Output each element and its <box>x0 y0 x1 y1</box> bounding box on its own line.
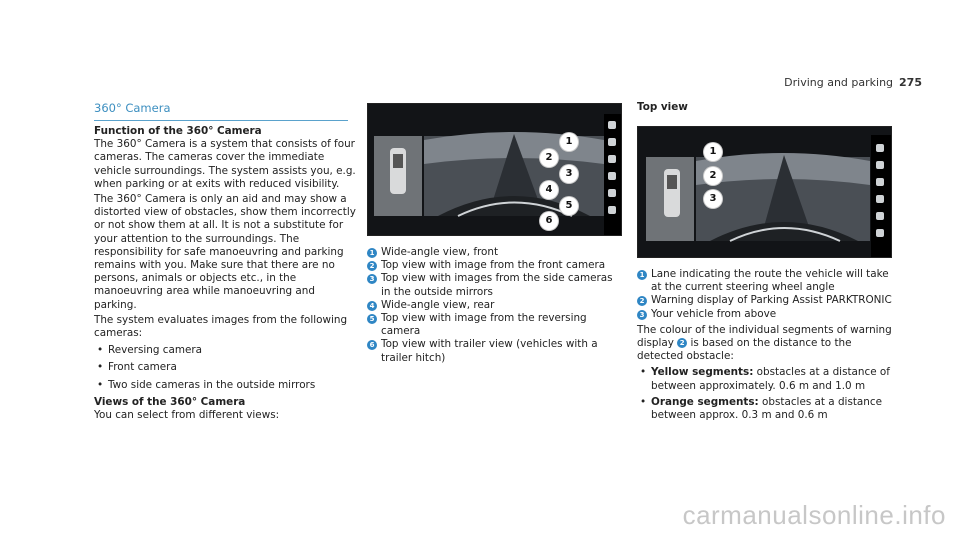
legend-number: 4 <box>367 301 377 311</box>
camera-list <box>94 344 356 392</box>
column-2-legend <box>367 246 622 365</box>
section-title: 360° Camera <box>94 101 171 115</box>
view-icon <box>876 144 884 152</box>
view-icon <box>608 121 616 129</box>
views-heading: Views of the 360° Camera <box>94 395 246 408</box>
legend-text: Wide-angle view, rear <box>381 298 495 311</box>
inline-number: 2 <box>677 338 687 348</box>
legend-item <box>367 259 622 272</box>
legend-text: Warning display of Parking Assist PARKTRONIC <box>651 294 892 307</box>
segment-text: obstacles at a distance of between approximately. 0.6 m and 1.0 m <box>651 366 890 392</box>
callout-badge: 3 <box>704 190 722 208</box>
view-icon <box>876 195 884 203</box>
legend-item <box>637 294 893 307</box>
legend-item <box>367 312 622 338</box>
segment-text: obstacles at a distance between approx. 0.3 m and 0.6 m <box>651 395 882 422</box>
top-view-heading: Top view <box>637 101 688 113</box>
column-3-text <box>637 268 893 422</box>
paragraph-warning: The 360° Camera is only an aid and may show a distorted view of obstacles, show them incorrectly or not show them at all. It is not a substitute for your attention to the surroundings. The responsibility for safe manoeuvring and parking remains with you. Make sure that there are no persons, animals or objects etc., in the manoeuvring area while manoeuvring and parking. <box>94 193 356 311</box>
paragraph-intro: The 360° Camera is a system that consists of four cameras. The cameras cover the immediate vehicle surroundings. The system assists you, e.g. when parking or at exits with reduced visibility. <box>94 138 356 190</box>
running-header <box>784 76 922 89</box>
colour-text-a: The colour of the individual segments of warning display <box>637 323 892 350</box>
legend-number: 5 <box>367 314 377 324</box>
legend-item <box>637 308 893 321</box>
list-item <box>637 366 893 392</box>
legend-item <box>367 299 622 312</box>
section-rule <box>94 120 348 121</box>
callout-badge: 5 <box>560 197 578 215</box>
view-icon <box>608 138 616 146</box>
view-icon <box>876 161 884 169</box>
callout-badge: 3 <box>560 165 578 183</box>
list-item: • Reversing camera <box>94 344 356 357</box>
legend-number: 2 <box>637 296 647 306</box>
legend-text: Wide-angle view, front <box>381 246 499 258</box>
column-1 <box>94 125 356 422</box>
views-text: You can select from different views: <box>94 409 280 422</box>
legend-number: 3 <box>367 274 377 284</box>
segment-label: Yellow segments: <box>651 366 754 379</box>
segment-list <box>637 366 893 422</box>
callout-badge: 4 <box>540 181 558 199</box>
colour-paragraph <box>637 324 893 364</box>
view-icon <box>876 178 884 186</box>
view-icon <box>876 212 884 220</box>
callout-badge: 6 <box>540 212 558 230</box>
legend-number: 3 <box>637 310 647 320</box>
legend-number: 1 <box>367 248 377 258</box>
legend-number: 2 <box>367 261 377 271</box>
legend-number: 1 <box>637 270 647 280</box>
callout-badge: 2 <box>704 167 722 185</box>
top-view-heading-wrap <box>637 101 887 114</box>
list-item <box>637 396 893 422</box>
legend-text: Top view with trailer view (vehicles with a trailer hitch) <box>381 338 598 364</box>
top-view-image <box>637 126 892 258</box>
legend-text: Your vehicle from above <box>651 307 777 320</box>
callout-badge: 1 <box>560 133 578 151</box>
view-icon <box>608 206 616 214</box>
view-icon <box>608 155 616 163</box>
camera-views-image <box>367 103 622 236</box>
legend-item <box>367 272 622 298</box>
legend-text: Top view with image from the reversing camera <box>381 312 587 338</box>
legend-number: 6 <box>367 340 377 350</box>
list-item: • Front camera <box>94 361 356 374</box>
list-item: • Two side cameras in the outside mirrors <box>94 379 356 392</box>
segment-label: Orange segments: <box>651 395 759 408</box>
function-heading: Function of the 360° Camera <box>94 125 262 137</box>
view-icon <box>876 229 884 237</box>
callout-badge: 2 <box>540 149 558 167</box>
page-number: 275 <box>899 76 922 89</box>
legend-item <box>637 268 893 294</box>
watermark: carmanualsonline.info <box>682 500 946 530</box>
paragraph-cameras: The system evaluates images from the following cameras: <box>94 313 348 340</box>
callout-badge: 1 <box>704 143 722 161</box>
legend-text: Top view with image from the front camera <box>381 259 606 272</box>
top-view-picture <box>638 127 891 257</box>
legend-text: Top view with images from the side cameras in the outside mirrors <box>381 272 613 298</box>
camera-views-picture <box>368 104 621 235</box>
colour-text-b: is based on the distance to the detected obstacle: <box>637 337 852 363</box>
legend-item <box>367 246 622 259</box>
view-icon <box>608 172 616 180</box>
legend-text: Lane indicating the route the vehicle will take at the current steering wheel angle <box>651 268 889 294</box>
header-section: Driving and parking <box>784 76 894 89</box>
view-icon <box>608 189 616 197</box>
legend-item <box>367 338 622 364</box>
